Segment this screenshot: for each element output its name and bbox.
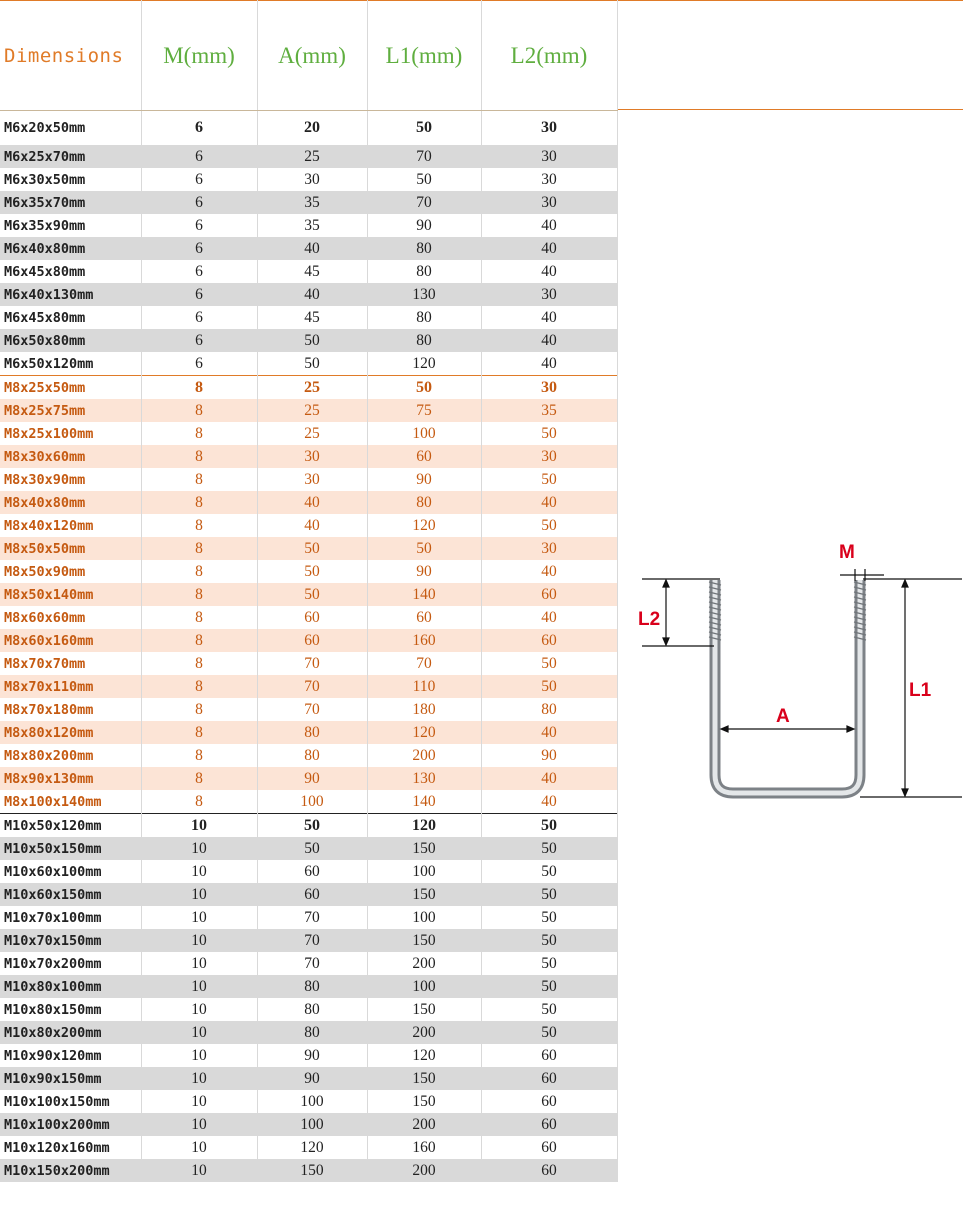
cell-l1: 120: [367, 514, 481, 537]
cell-l1: 110: [367, 675, 481, 698]
cell-a: 100: [257, 790, 367, 814]
cell-l2: 30: [481, 376, 617, 400]
cell-size: M8x30x90mm: [0, 468, 141, 491]
cell-l1: 200: [367, 744, 481, 767]
cell-l2: 40: [481, 306, 617, 329]
cell-size: M8x90x130mm: [0, 767, 141, 790]
cell-a: 80: [257, 744, 367, 767]
cell-l1: 150: [367, 998, 481, 1021]
cell-l1: 50: [367, 111, 481, 146]
dimension-labels: [638, 542, 932, 727]
header-l2: L2(mm): [481, 1, 617, 111]
cell-l1: 150: [367, 1067, 481, 1090]
table-row: [0, 468, 617, 491]
cell-m: 10: [141, 1090, 257, 1113]
cell-a: 25: [257, 145, 367, 168]
table-row: [0, 698, 617, 721]
table-row: [0, 422, 617, 445]
cell-m: 8: [141, 629, 257, 652]
cell-l1: 60: [367, 445, 481, 468]
cell-size: M10x50x120mm: [0, 814, 141, 838]
table-row: [0, 260, 617, 283]
table-row: [0, 399, 617, 422]
label-a: A: [776, 706, 790, 727]
cell-a: 80: [257, 975, 367, 998]
cell-l2: 50: [481, 929, 617, 952]
table-row: [0, 814, 617, 838]
cell-size: M10x70x150mm: [0, 929, 141, 952]
cell-size: M6x40x80mm: [0, 237, 141, 260]
cell-a: 40: [257, 491, 367, 514]
cell-a: 40: [257, 514, 367, 537]
cell-l2: 30: [481, 283, 617, 306]
table-row: [0, 975, 617, 998]
cell-a: 70: [257, 652, 367, 675]
cell-l1: 150: [367, 883, 481, 906]
cell-l2: 50: [481, 837, 617, 860]
table-row: [0, 860, 617, 883]
cell-m: 10: [141, 929, 257, 952]
cell-a: 50: [257, 583, 367, 606]
cell-a: 35: [257, 191, 367, 214]
table-row: [0, 998, 617, 1021]
cell-l1: 50: [367, 537, 481, 560]
cell-l2: 40: [481, 329, 617, 352]
cell-l2: 50: [481, 883, 617, 906]
cell-m: 8: [141, 445, 257, 468]
cell-l1: 70: [367, 191, 481, 214]
cell-l1: 90: [367, 468, 481, 491]
cell-a: 25: [257, 376, 367, 400]
table-row: [0, 306, 617, 329]
cell-a: 120: [257, 1136, 367, 1159]
cell-l2: 40: [481, 767, 617, 790]
header-l1: L1(mm): [367, 1, 481, 111]
cell-a: 25: [257, 399, 367, 422]
table-row: [0, 652, 617, 675]
cell-l1: 100: [367, 860, 481, 883]
cell-m: 10: [141, 1067, 257, 1090]
cell-m: 8: [141, 399, 257, 422]
table-row: [0, 514, 617, 537]
u-bolt-shape: [709, 580, 866, 793]
cell-m: 6: [141, 145, 257, 168]
table-row: [0, 111, 617, 146]
cell-m: 6: [141, 283, 257, 306]
cell-a: 90: [257, 1067, 367, 1090]
cell-a: 60: [257, 629, 367, 652]
cell-l2: 30: [481, 445, 617, 468]
cell-a: 40: [257, 237, 367, 260]
cell-size: M6x20x50mm: [0, 111, 141, 146]
table-row: [0, 606, 617, 629]
cell-l1: 150: [367, 1090, 481, 1113]
table-row: [0, 744, 617, 767]
cell-l2: 30: [481, 145, 617, 168]
cell-l1: 90: [367, 214, 481, 237]
cell-l1: 200: [367, 1113, 481, 1136]
cell-m: 8: [141, 583, 257, 606]
cell-m: 8: [141, 560, 257, 583]
cell-l2: 30: [481, 537, 617, 560]
cell-size: M6x30x50mm: [0, 168, 141, 191]
cell-m: 10: [141, 1113, 257, 1136]
cell-size: M6x50x80mm: [0, 329, 141, 352]
cell-a: 90: [257, 767, 367, 790]
table-row: [0, 145, 617, 168]
cell-l2: 60: [481, 1159, 617, 1182]
cell-l1: 200: [367, 952, 481, 975]
cell-l2: 40: [481, 790, 617, 814]
cell-m: 10: [141, 906, 257, 929]
cell-size: M10x150x200mm: [0, 1159, 141, 1182]
table-row: [0, 767, 617, 790]
cell-size: M10x70x200mm: [0, 952, 141, 975]
table-row: [0, 1136, 617, 1159]
cell-m: 6: [141, 191, 257, 214]
cell-size: M6x50x120mm: [0, 352, 141, 376]
cell-l1: 200: [367, 1159, 481, 1182]
cell-size: M8x60x160mm: [0, 629, 141, 652]
table-row: [0, 675, 617, 698]
cell-m: 10: [141, 814, 257, 838]
cell-m: 8: [141, 721, 257, 744]
cell-l1: 80: [367, 260, 481, 283]
cell-size: M10x60x150mm: [0, 883, 141, 906]
cell-m: 8: [141, 652, 257, 675]
cell-l2: 30: [481, 191, 617, 214]
cell-a: 35: [257, 214, 367, 237]
cell-l1: 150: [367, 929, 481, 952]
cell-size: M10x50x150mm: [0, 837, 141, 860]
table-row: [0, 837, 617, 860]
u-bolt-diagram: [628, 535, 963, 810]
cell-m: 8: [141, 606, 257, 629]
cell-l2: 60: [481, 1090, 617, 1113]
cell-l2: 40: [481, 491, 617, 514]
cell-l1: 80: [367, 306, 481, 329]
cell-l2: 50: [481, 514, 617, 537]
cell-a: 70: [257, 929, 367, 952]
cell-a: 80: [257, 998, 367, 1021]
cell-size: M8x40x120mm: [0, 514, 141, 537]
cell-a: 50: [257, 837, 367, 860]
cell-l2: 40: [481, 352, 617, 376]
table-row: [0, 883, 617, 906]
cell-a: 50: [257, 352, 367, 376]
table-row: [0, 952, 617, 975]
table-row: [0, 191, 617, 214]
cell-a: 40: [257, 283, 367, 306]
cell-a: 30: [257, 168, 367, 191]
cell-l1: 50: [367, 376, 481, 400]
table-row: [0, 929, 617, 952]
cell-size: M8x50x90mm: [0, 560, 141, 583]
header-a: A(mm): [257, 1, 367, 111]
table-row: [0, 790, 617, 814]
cell-m: 10: [141, 883, 257, 906]
cell-l1: 90: [367, 560, 481, 583]
cell-size: M10x70x100mm: [0, 906, 141, 929]
cell-l1: 80: [367, 491, 481, 514]
cell-a: 60: [257, 606, 367, 629]
cell-l2: 50: [481, 860, 617, 883]
cell-l2: 50: [481, 652, 617, 675]
cell-l2: 40: [481, 237, 617, 260]
cell-l1: 100: [367, 422, 481, 445]
table-row: [0, 1021, 617, 1044]
cell-a: 20: [257, 111, 367, 146]
cell-l1: 120: [367, 814, 481, 838]
cell-l1: 140: [367, 583, 481, 606]
cell-l2: 50: [481, 906, 617, 929]
table-row: [0, 237, 617, 260]
cell-a: 50: [257, 329, 367, 352]
table-row: [0, 906, 617, 929]
cell-m: 6: [141, 111, 257, 146]
header-divider-line: [617, 109, 963, 110]
cell-size: M10x90x120mm: [0, 1044, 141, 1067]
cell-l2: 50: [481, 422, 617, 445]
cell-l2: 50: [481, 675, 617, 698]
table-body: [0, 111, 617, 1183]
cell-a: 90: [257, 1044, 367, 1067]
cell-m: 8: [141, 744, 257, 767]
cell-a: 50: [257, 560, 367, 583]
cell-l1: 100: [367, 975, 481, 998]
cell-a: 60: [257, 860, 367, 883]
cell-size: M6x45x80mm: [0, 306, 141, 329]
cell-a: 100: [257, 1113, 367, 1136]
cell-l1: 150: [367, 837, 481, 860]
cell-m: 6: [141, 306, 257, 329]
cell-m: 10: [141, 837, 257, 860]
cell-m: 6: [141, 352, 257, 376]
cell-a: 70: [257, 906, 367, 929]
cell-size: M10x100x150mm: [0, 1090, 141, 1113]
cell-size: M10x80x200mm: [0, 1021, 141, 1044]
cell-a: 45: [257, 306, 367, 329]
cell-l2: 40: [481, 214, 617, 237]
cell-size: M8x25x50mm: [0, 376, 141, 400]
table-row: [0, 583, 617, 606]
table-row: [0, 329, 617, 352]
cell-l1: 120: [367, 352, 481, 376]
cell-size: M10x60x100mm: [0, 860, 141, 883]
cell-m: 8: [141, 790, 257, 814]
cell-l2: 40: [481, 721, 617, 744]
cell-l1: 160: [367, 1136, 481, 1159]
cell-size: M8x70x70mm: [0, 652, 141, 675]
cell-a: 50: [257, 537, 367, 560]
cell-m: 10: [141, 860, 257, 883]
cell-m: 6: [141, 168, 257, 191]
cell-size: M6x45x80mm: [0, 260, 141, 283]
cell-a: 30: [257, 468, 367, 491]
cell-m: 10: [141, 1159, 257, 1182]
table-row: [0, 376, 617, 400]
cell-l1: 100: [367, 906, 481, 929]
header-m: M(mm): [141, 1, 257, 111]
cell-l2: 50: [481, 814, 617, 838]
cell-size: M8x70x180mm: [0, 698, 141, 721]
cell-m: 6: [141, 214, 257, 237]
cell-m: 6: [141, 260, 257, 283]
table-row: [0, 1113, 617, 1136]
table-row: [0, 1067, 617, 1090]
table-row: [0, 721, 617, 744]
cell-size: M10x80x150mm: [0, 998, 141, 1021]
cell-m: 8: [141, 698, 257, 721]
cell-size: M10x100x200mm: [0, 1113, 141, 1136]
cell-l2: 50: [481, 998, 617, 1021]
cell-size: M8x100x140mm: [0, 790, 141, 814]
table-header-row: [0, 1, 617, 111]
cell-m: 10: [141, 998, 257, 1021]
cell-m: 10: [141, 1136, 257, 1159]
cell-l2: 30: [481, 111, 617, 146]
cell-l2: 50: [481, 1021, 617, 1044]
cell-l2: 60: [481, 1113, 617, 1136]
cell-a: 70: [257, 675, 367, 698]
cell-size: M8x50x50mm: [0, 537, 141, 560]
cell-l2: 50: [481, 975, 617, 998]
cell-size: M6x40x130mm: [0, 283, 141, 306]
cell-l1: 200: [367, 1021, 481, 1044]
cell-size: M10x120x160mm: [0, 1136, 141, 1159]
label-l1: L1: [909, 680, 932, 701]
cell-l1: 180: [367, 698, 481, 721]
cell-m: 8: [141, 422, 257, 445]
cell-size: M6x35x70mm: [0, 191, 141, 214]
cell-l1: 130: [367, 767, 481, 790]
table-row: [0, 445, 617, 468]
cell-l2: 60: [481, 1136, 617, 1159]
cell-m: 6: [141, 329, 257, 352]
cell-l2: 60: [481, 1067, 617, 1090]
table-row: [0, 1044, 617, 1067]
header-top-line: [617, 0, 963, 1]
cell-l1: 50: [367, 168, 481, 191]
cell-l1: 70: [367, 652, 481, 675]
cell-a: 30: [257, 445, 367, 468]
table-row: [0, 1090, 617, 1113]
cell-l2: 60: [481, 1044, 617, 1067]
cell-a: 100: [257, 1090, 367, 1113]
cell-l1: 120: [367, 1044, 481, 1067]
cell-l1: 75: [367, 399, 481, 422]
table-row: [0, 560, 617, 583]
cell-size: M8x80x200mm: [0, 744, 141, 767]
cell-m: 10: [141, 952, 257, 975]
cell-a: 45: [257, 260, 367, 283]
cell-m: 10: [141, 975, 257, 998]
cell-a: 70: [257, 698, 367, 721]
cell-size: M10x80x100mm: [0, 975, 141, 998]
cell-a: 70: [257, 952, 367, 975]
cell-m: 8: [141, 767, 257, 790]
cell-a: 60: [257, 883, 367, 906]
table-row: [0, 352, 617, 376]
cell-m: 10: [141, 1021, 257, 1044]
cell-size: M6x35x90mm: [0, 214, 141, 237]
cell-m: 8: [141, 537, 257, 560]
cell-l1: 80: [367, 237, 481, 260]
cell-size: M8x50x140mm: [0, 583, 141, 606]
cell-m: 8: [141, 491, 257, 514]
cell-a: 80: [257, 1021, 367, 1044]
cell-l2: 90: [481, 744, 617, 767]
cell-size: M8x25x75mm: [0, 399, 141, 422]
cell-l1: 70: [367, 145, 481, 168]
cell-l2: 40: [481, 606, 617, 629]
cell-l2: 35: [481, 399, 617, 422]
table-row: [0, 491, 617, 514]
cell-l2: 60: [481, 583, 617, 606]
cell-a: 50: [257, 814, 367, 838]
table-row: [0, 283, 617, 306]
cell-m: 8: [141, 376, 257, 400]
cell-l2: 30: [481, 168, 617, 191]
table-row: [0, 629, 617, 652]
cell-m: 8: [141, 675, 257, 698]
cell-m: 8: [141, 514, 257, 537]
table-row: [0, 1159, 617, 1182]
header-dimensions: Dimensions: [0, 1, 141, 111]
cell-a: 80: [257, 721, 367, 744]
cell-l1: 60: [367, 606, 481, 629]
cell-l1: 140: [367, 790, 481, 814]
cell-size: M8x30x60mm: [0, 445, 141, 468]
cell-a: 150: [257, 1159, 367, 1182]
cell-l2: 80: [481, 698, 617, 721]
cell-size: M8x70x110mm: [0, 675, 141, 698]
cell-size: M8x40x80mm: [0, 491, 141, 514]
table-row: [0, 537, 617, 560]
cell-a: 25: [257, 422, 367, 445]
cell-l2: 50: [481, 468, 617, 491]
cell-l1: 120: [367, 721, 481, 744]
cell-m: 10: [141, 1044, 257, 1067]
cell-l1: 160: [367, 629, 481, 652]
cell-size: M8x80x120mm: [0, 721, 141, 744]
label-m: M: [839, 542, 855, 563]
cell-l2: 40: [481, 560, 617, 583]
table-row: [0, 214, 617, 237]
cell-l2: 50: [481, 952, 617, 975]
cell-size: M8x25x100mm: [0, 422, 141, 445]
cell-l1: 80: [367, 329, 481, 352]
cell-m: 8: [141, 468, 257, 491]
cell-l2: 60: [481, 629, 617, 652]
cell-size: M6x25x70mm: [0, 145, 141, 168]
table-row: [0, 168, 617, 191]
label-l2: L2: [638, 609, 661, 630]
cell-l2: 40: [481, 260, 617, 283]
cell-size: M8x60x60mm: [0, 606, 141, 629]
cell-m: 6: [141, 237, 257, 260]
cell-l1: 130: [367, 283, 481, 306]
cell-size: M10x90x150mm: [0, 1067, 141, 1090]
